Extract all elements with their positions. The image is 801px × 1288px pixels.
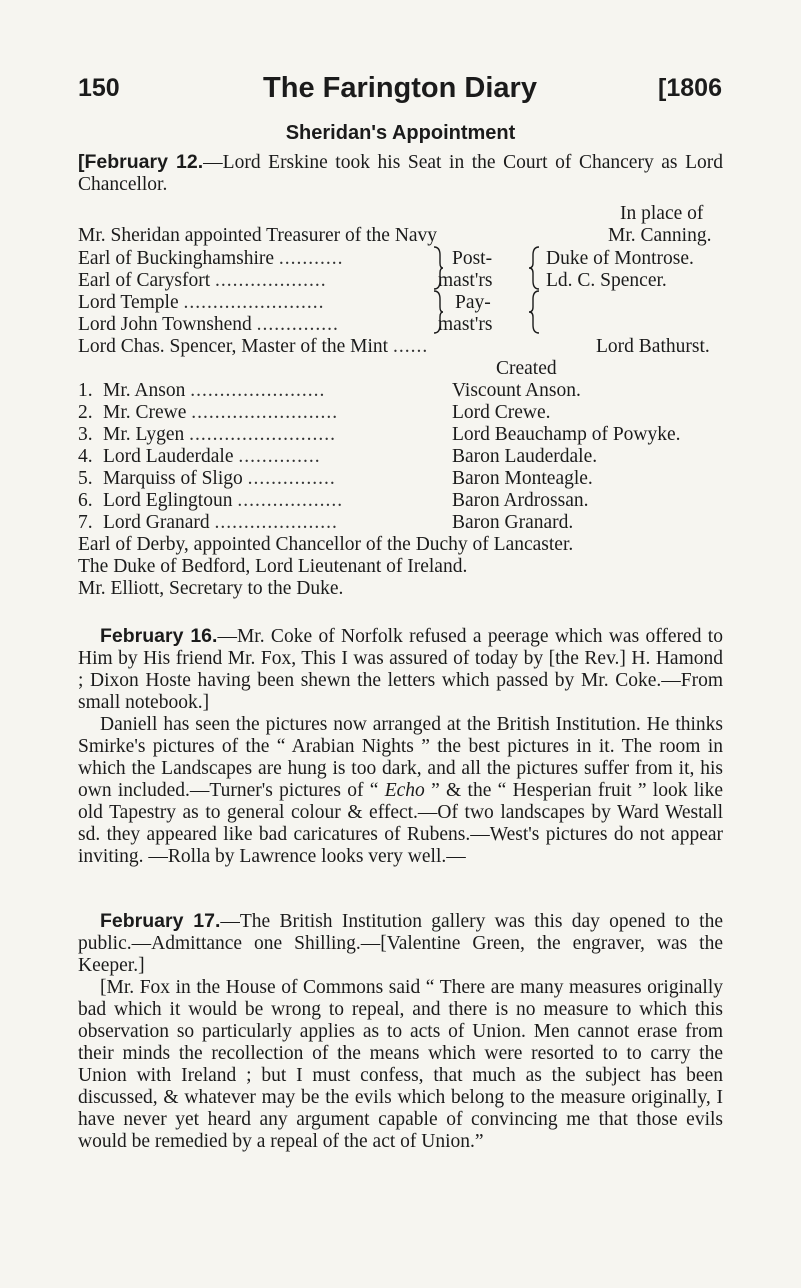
leader-dots: ................... [215,270,327,291]
office-mastrs: mast'rs [438,314,493,335]
entry-date: February 17. [100,910,221,932]
entry-text: —Mr. Coke of Norfolk refused a peerage which was offered to Him by His friend Mr. Fox, This I was assured of today by [the Rev.] H. Hamond ; Dixon Hoste having been shewn the letters which passed by Mr. Coke.—From small notebook.] [78,626,723,713]
brace-icon [527,289,541,335]
replaced-name: Ld. C. Spencer. [546,270,667,291]
entry-feb17 [78,910,723,1153]
intro-paragraph [78,151,723,196]
leader-dots: ...... [392,336,429,357]
peerage-title: Baron Monteagle. [452,468,593,489]
entry-text: —The British Institution gallery was this day opened to the public.—Admittance one Shilling.—[Valentine Green, the engraver, was the Keeper.] [78,911,723,976]
paymaster-row [78,292,325,314]
entry-text: [Mr. Fox in the House of Commons said “ There are many measures originally bad which it would be wrong to repeal, and there is no measure to which this observation so particularly applies as to acts of Union. Men cannot erase from their minds the recollection of the means which were resorted to to carry the Union with Ireland ; but I must confess, that much as the subject has been discussed, & whatever may be the evils which belong to the measure originally, I have never yet heard any argument capable of convincing me that those evils would be remedied by a repeal of the act of Union.” [78,977,723,1152]
office-holder: Lord John Townshend [78,314,252,335]
paymaster-row [78,314,339,336]
page-number: 150 [78,74,120,102]
office-holder: Lord Temple [78,292,179,313]
closing-line: Earl of Derby, appointed Chancellor of the Duchy of Lancaster. [78,534,574,555]
closing-line: Mr. Elliott, Secretary to the Duke. [78,578,344,599]
replaced-brace [527,245,541,293]
peerage-row: 2. Mr. Crewe ......................... [78,402,339,423]
peerage-row: 7. Lord Granard ..................... [78,512,338,533]
sheridan-replaced: Mr. Canning. [608,225,712,246]
peerage-row: 3. Mr. Lygen ......................... [78,424,336,445]
peerage-title: Lord Crewe. [452,402,551,423]
mint-row [78,336,428,358]
leader-dots: .............. [256,314,339,335]
entry-date: February 16. [100,625,218,647]
office-holder: Earl of Buckinghamshire [78,248,275,269]
office-holder: Earl of Carysfort [78,270,211,291]
sheridan-appointment: Mr. Sheridan appointed Treasurer of the Navy [78,225,438,246]
leader-dots: ........................ [183,292,325,313]
entry-emphasis: Echo [384,780,425,801]
brace-icon [527,245,541,291]
peerage-title: Baron Granard. [452,512,574,533]
peerage-row: 5. Marquiss of Sligo ............... [78,468,336,489]
office-post: Post- [452,248,493,269]
entry-feb16 [78,625,723,868]
peerage-row: 1. Mr. Anson ....................... [78,380,326,401]
created-label: Created [496,358,557,379]
book-title: The Farington Diary [263,72,537,104]
peerage-title: Lord Beauchamp of Powyke. [452,424,681,445]
replaced-name: Duke of Montrose. [546,248,694,269]
office-mastrs: mast'rs [438,270,493,291]
peerage-row: 6. Lord Eglingtoun .................. [78,490,344,511]
section-title: Sheridan's Appointment [285,122,516,144]
peerage-row: 4. Lord Lauderdale .............. [78,446,321,467]
entry-text: ” & the “ Hesperian fruit ” look like old Tapestry as to general colour & effect.—Of two landscapes by Ward Westall sd. they appeared like bad caricatures of Rubens.—West's pictures do not appear inviting. —Rolla by Lawrence looks very well.— [78,780,724,867]
intro-text: —Lord Erskine took his Seat in the Court of Chancery as Lord Chancellor. [78,152,724,195]
in-place-of-label: In place of [620,203,704,224]
replaced-brace [527,289,541,337]
peerage-title: Viscount Anson. [452,380,581,401]
postmaster-row [78,248,344,270]
running-head [78,74,722,108]
mint-replaced: Lord Bathurst. [596,336,710,357]
mint-appointment: Lord Chas. Spencer, Master of the Mint [78,336,389,357]
peerage-title: Baron Ardrossan. [452,490,589,511]
running-year: [1806 [658,74,722,102]
leader-dots: ........... [278,248,344,269]
closing-line: The Duke of Bedford, Lord Lieutenant of Ireland. [78,556,468,577]
peerage-title: Baron Lauderdale. [452,446,598,467]
entry-date: [February 12. [78,151,204,173]
entry-text: Daniell has seen the pictures now arranged at the British Institution. He thinks Smirke's pictures of the “ Arabian Nights ” the best pictures in it. The room in which the Landscapes are hung is too dark, and all the pictures suffer from it, his own included.—Turner's pictures of “ [78,714,723,801]
postmaster-row [78,270,327,292]
office-pay: Pay- [455,292,491,313]
